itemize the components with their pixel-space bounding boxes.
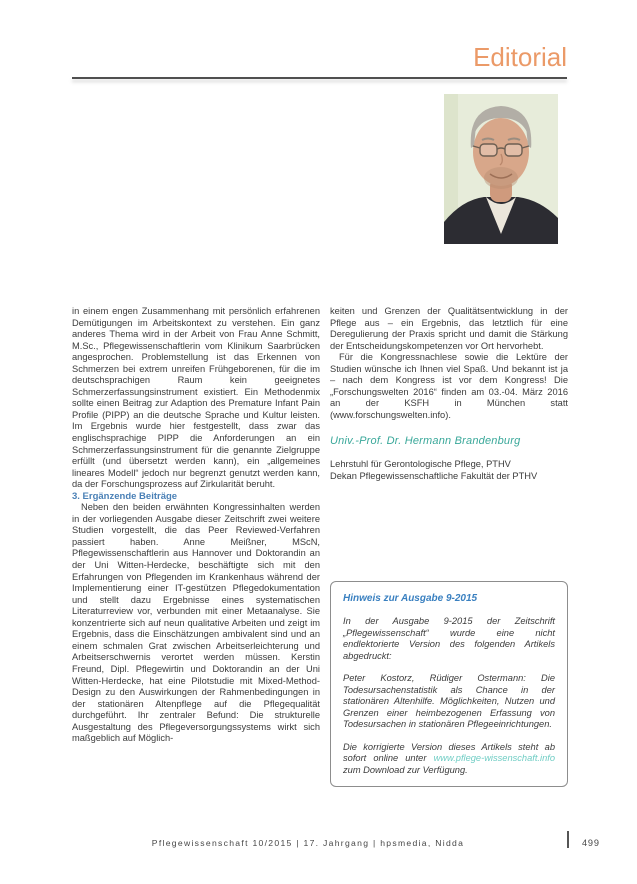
notice-paragraph: Peter Kostorz, Rüdiger Ostermann: Die Todesursachenstatistik als Chance in der stationären Altenhilfe. Möglichkeiten, Nutzen und Grenzen einer heimbezogenen Erfassung von Todesursachen in stationären Pflegeeinrichtungen. <box>343 673 555 730</box>
page-title: Editorial <box>473 42 567 72</box>
footer-journal-info: Pflegewissenschaft 10/2015 | 17. Jahrgang | hpsmedia, Nidda <box>151 838 465 848</box>
author-role-line: Dekan Pflegewissenschaftliche Fakultät der PTHV <box>330 471 538 482</box>
page-number: 499 <box>582 838 600 848</box>
notice-box-title: Hinweis zur Ausgabe 9-2015 <box>343 593 478 605</box>
portrait-photo <box>444 94 558 244</box>
author-roles <box>330 458 568 482</box>
left-column <box>72 306 320 745</box>
notice-paragraph <box>343 742 555 777</box>
notice-box <box>330 581 568 786</box>
body-paragraph: in einem engen Zusammenhang mit persönlich erfahrenen Demütigungen im Arbeitskontext zu verstehen. Ein ganz anderes Thema wird in der Arbeit von Frau Anne Schmitt, M.Sc., Pflegewissenschaftlerin vom Klinikum Saarbrücken angesprochen. Problemstellung ist das Erkennen von Schmerzen bei extrem unreifen Frühgeborenen, für die im deutschsprachigen Raum kein geeignetes Schmerzerfassungsinstrument existiert. Ein Methodenmix sollte einen Beitrag zur Adaption des Premature Infant Pain Profile (PIPP) an die deutsche Sprache und Kultur leisten. Im Ergebnis wurde hier festgestellt, dass zwar das englischsprachige PIPP die Anforderungen an ein Schmerzerfassungsinstrument für die genannte Zielgruppe erfüllt (und übersetzt werden kann), ein „allgemeines lineares Modell“ jedoch nur begrenzt genutzt werden kann, da der Forschungsprozess auf Zirkularität beruht. <box>72 306 320 490</box>
notice-paragraph: In der Ausgabe 9-2015 der Zeitschrift „Pflegewissenschaft“ wurde eine nicht endlektorierte Version des folgenden Artikels abgedruckt: <box>343 615 555 661</box>
notice-paragraph-text: Die korrigierte Version dieses Artikels steht ab sofort online unter <box>343 741 555 764</box>
body-paragraph: keiten und Grenzen der Qualitätsentwicklung in der Pflege aus – ein Ergebnis, das letztlich für eine Deregulierung der Praxis spricht und damit die Stärkung der Entscheidungskompetenzen vor Ort hervorhebt. <box>330 306 568 351</box>
author-name: Univ.-Prof. Dr. Hermann Brandenburg <box>330 435 521 448</box>
footer-divider <box>567 831 569 848</box>
author-role-line: Lehrstuhl für Gerontologische Pflege, PTHV <box>330 459 511 470</box>
right-column <box>330 306 568 787</box>
section-heading: 3. Ergänzende Beiträge <box>72 490 178 502</box>
signature-block <box>330 436 568 482</box>
website-link[interactable]: www.pflege-wissenschaft.info <box>433 753 555 764</box>
body-paragraph: Neben den beiden erwähnten Kongressinhalten werden in der vorliegenden Ausgabe dieser Zeitschrift zwei weitere Studien vorgestellt, die das Peer Reviewed-Verfahren passiert haben. Anne Meißner, MScN, Pflegewissenschaftlerin aus Hannover und Doktorandin an der Uni Witten-Herdecke, beschäftigte sich mit den Erfahrungen von Pflegenden im Krankenhaus während der Implementierung einer IT-gestützen Pflegedokumentation und stellt dazu Ergebnisse eines systematischen Literaturreview vor, verbunden mit einer Metaanalyse. Sie konzentrierte sich auf neun qualitative Arbeiten und zeigt im Ergebnis, dass die Einschätzungen ambivalent sind und an einem schmalen Grat zwischen Arbeitserleichterung und Arbeitserschwernis verortet werden müssen. Kerstin Freund, Dipl. Pflegewirtin und Doktorandin an der Uni Witten-Herdecke, hat eine Pilotstudie mit Mixed-Method-Design zu den Auswirkungen der Rahmenbedingungen in der stationären Altenpflege auf die Pflegequalität durchgeführt. Ihr zentraler Befund: Die strukturelle Ausgestaltung des Pflegeversorgungssystems wirkt sich maßgeblich auf Möglich- <box>72 502 320 744</box>
body-paragraph: Für die Kongressnachlese sowie die Lektüre der Studien wünsche ich Ihnen viel Spaß. Und bekannt ist ja – nach dem Kongress ist vor dem Kongress! Die „Forschungswelten 2016“ finden am 03.-04. März 2016 an der KSFH in München statt (www.forschungswelten.info). <box>330 352 568 420</box>
notice-paragraph-text: zum Download zur Verfügung. <box>343 764 468 775</box>
header-rule <box>72 77 567 79</box>
